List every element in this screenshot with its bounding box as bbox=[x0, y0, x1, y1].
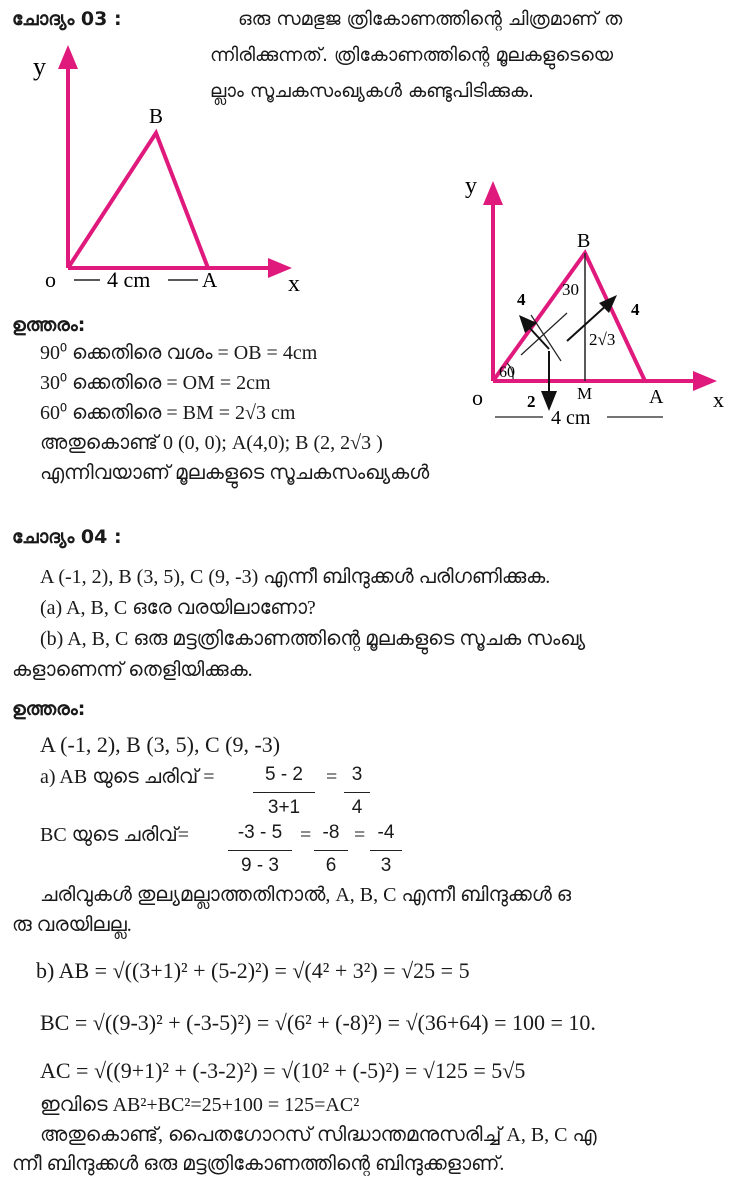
conclusion-a-line1: ചരിവുകൾ തുല്യമല്ലാത്തതിനാൽ, A, B, C എന്നീ ബിന്ദുക്കൾ ഒ bbox=[40, 884, 572, 906]
conclusion-a-line2: രു വരയിലല്ല. bbox=[12, 914, 132, 936]
bc-slope-fraction bbox=[228, 822, 292, 877]
distance-bc: BC = √((9-3)² + (-3-5)²) = √(6² + (-8)²) = √(36+64) = 100 = 10. bbox=[40, 1010, 596, 1035]
question-03-heading: ചോദ്യം 03 : bbox=[12, 8, 122, 30]
fig2-angle-top: 30 bbox=[562, 280, 579, 299]
fig2-base-length: 4 cm bbox=[551, 407, 591, 429]
question-04-line1: A (-1, 2), B (3, 5), C (9, -3) എന്നീ ബിന്ദുക്കൾ പരിഗണിക്കുക. bbox=[40, 566, 551, 588]
question-03-text-line2: ന്നിരിക്കുന്നത്. ത്രികോണത്തിന്റെ മൂലകളുടെയെ bbox=[210, 44, 614, 66]
answer-03-line5: എന്നിവയാണ് മൂലകളുടെ സൂചകസംഖ്യകൾ bbox=[40, 462, 430, 484]
bc-slope-result bbox=[370, 822, 402, 877]
fig1-vertex-a: A bbox=[202, 268, 218, 292]
answer-04-heading: ഉത്തരം: bbox=[12, 698, 86, 720]
ab-slope-numerator: 5 - 2 bbox=[264, 764, 304, 785]
ab-slope-fraction bbox=[253, 764, 315, 819]
bc-slope-label: BC യുടെ ചരിവ്= bbox=[40, 824, 189, 846]
bc-result-numerator: -4 bbox=[377, 822, 395, 843]
question-03-text-line1: ഒരു സമഭുജ ത്രികോണത്തിന്റെ ചിത്രമാണ് ത bbox=[238, 8, 623, 30]
fig1-vertex-o: o bbox=[45, 267, 56, 292]
triangle-sides bbox=[493, 253, 645, 381]
question-04-part-b-line1: (b) A, B, C ഒരു മട്ടത്രികോണത്തിന്റെ മൂലകളുടെ സൂചക സംഖ്യ bbox=[40, 628, 586, 650]
fig1-base-length: 4 cm bbox=[107, 267, 151, 292]
ab-result-denominator: 4 bbox=[344, 792, 370, 819]
fig2-angle-bottom: 60 bbox=[499, 364, 515, 381]
answer-03-line3: 60⁰ ക്കെതിരെ = BM = 2√3 cm bbox=[40, 402, 296, 424]
triangle-sides bbox=[68, 133, 208, 268]
question-04-part-b-line2: കളാണെന്ന് തെളിയിക്കുക. bbox=[12, 659, 253, 681]
fig2-y-label: y bbox=[465, 173, 477, 199]
y-axis-arrow-icon bbox=[483, 181, 503, 205]
answer-03-line2: 30⁰ ക്കെതിരെ = OM = 2cm bbox=[40, 372, 271, 394]
question-04-heading: ചോദ്യം 04 : bbox=[12, 526, 122, 548]
answer-04-points: A (-1, 2), B (3, 5), C (9, -3) bbox=[40, 732, 281, 757]
question-04-part-a: (a) A, B, C ഒരേ വരയിലാണോ? bbox=[40, 597, 316, 619]
bc-slope-mid bbox=[314, 822, 348, 877]
distance-ab: b) AB = √((3+1)² + (5-2)²) = √(4² + 3²) = √25 = 5 bbox=[36, 958, 470, 983]
fig2-side-left: 4 bbox=[517, 290, 526, 309]
fig2-vertex-a: A bbox=[649, 386, 664, 408]
question-03-text-line3: ല്ലാം സൂചകസംഖ്യകൾ കണ്ടുപിടിക്കുക. bbox=[210, 80, 535, 102]
fig2-om-length: 2 bbox=[527, 392, 536, 411]
fig2-x-label: x bbox=[713, 387, 724, 412]
final-conclusion-line1: അതുകൊണ്ട്, പൈതഗോറസ് സിദ്ധാന്തമനുസരിച്ച് A, B, C എ bbox=[40, 1124, 597, 1146]
bc-slope-denominator: 9 - 3 bbox=[228, 850, 292, 877]
answer-03-heading: ഉത്തരം: bbox=[12, 314, 86, 336]
ab-equals: = bbox=[326, 766, 338, 788]
distance-ac: AC = √((9+1)² + (-3-2)²) = √(10² + (-5)²) = √125 = 5√5 bbox=[40, 1058, 526, 1083]
fig2-height: 2√3 bbox=[589, 330, 616, 349]
bc-equals-2: = bbox=[354, 824, 366, 846]
answer-03-line4: അതുകൊണ്ട് 0 (0, 0); A(4,0); B (2, 2√3 ) bbox=[40, 432, 383, 454]
ab-result-numerator: 3 bbox=[351, 764, 363, 785]
final-conclusion-line2: ന്നീ ബിന്ദുക്കൾ ഒരു മട്ടത്രികോണത്തിന്റെ ബിന്ദുക്കളാണ്. bbox=[12, 1153, 505, 1175]
bc-equals-1: = bbox=[300, 824, 312, 846]
fig2-vertex-o: o bbox=[472, 385, 483, 410]
fig2-side-right: 4 bbox=[631, 300, 640, 319]
ab-slope-result bbox=[344, 764, 370, 819]
bc-mid-numerator: -8 bbox=[322, 822, 340, 843]
pythagoras-check: ഇവിടെ AB²+BC²=25+100 = 125=AC² bbox=[40, 1094, 360, 1116]
bc-result-denominator: 3 bbox=[370, 850, 402, 877]
y-axis-arrow-icon bbox=[58, 45, 78, 69]
bc-mid-denominator: 6 bbox=[314, 850, 348, 877]
answer-03-line1: 90⁰ ക്കെതിരെ വശം = OB = 4cm bbox=[40, 342, 318, 364]
arrow-up-left-icon bbox=[519, 315, 537, 333]
fig2-foot-m: M bbox=[577, 384, 593, 403]
solution-triangle-figure bbox=[455, 165, 745, 435]
fig1-y-label: y bbox=[33, 52, 46, 81]
ab-slope-denominator: 3+1 bbox=[253, 792, 315, 819]
ab-slope-label: a) AB യുടെ ചരിവ് = bbox=[40, 766, 215, 788]
fig1-x-label: x bbox=[288, 271, 300, 297]
equilateral-triangle-figure bbox=[0, 45, 330, 305]
fig2-vertex-b: B bbox=[577, 230, 591, 252]
fig1-vertex-b: B bbox=[149, 104, 164, 128]
bc-slope-numerator: -3 - 5 bbox=[237, 822, 283, 843]
